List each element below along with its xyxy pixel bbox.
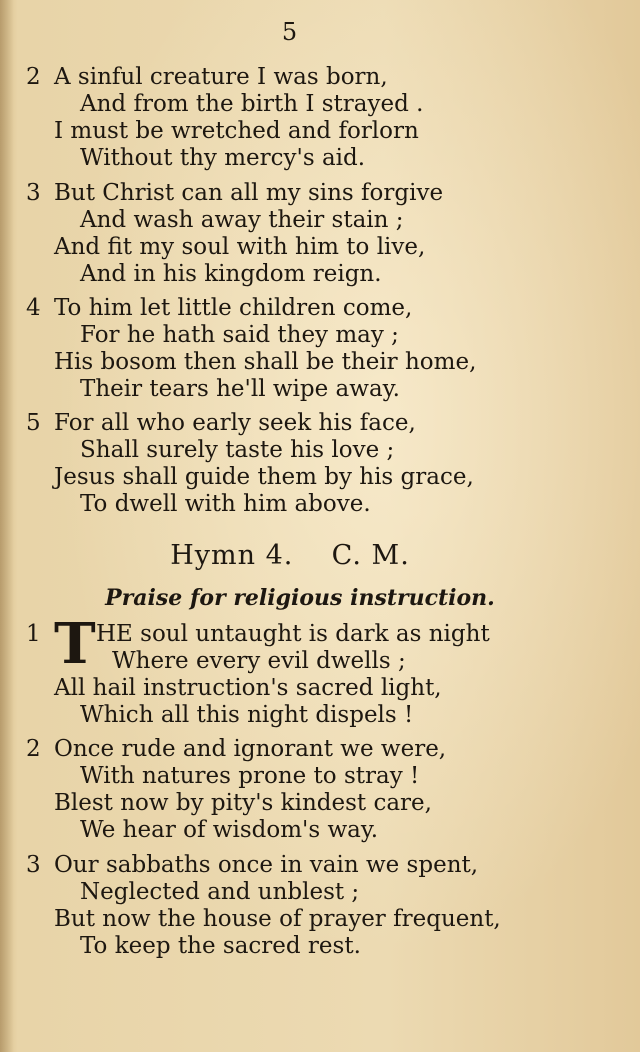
verse-line: HE soul untaught is dark as night (96, 621, 490, 647)
page-number: 5 (281, 18, 299, 46)
stanza-number: 1 (26, 621, 41, 647)
verse-line: And fit my soul with him to live, (54, 234, 426, 260)
verse-line: To him let little children come, (54, 295, 413, 321)
hymn-title: Hymn 4. C. M. (170, 540, 410, 571)
verse-line: Their tears he'll wipe away. (80, 376, 400, 402)
verse-line: To keep the sacred rest. (80, 933, 361, 959)
verse-line: Jesus shall guide them by his grace, (54, 464, 474, 490)
verse-line: All hail instruction's sacred light, (54, 675, 442, 701)
verse-line: Once rude and ignorant we were, (54, 736, 447, 762)
verse-line: Where every evil dwells ; (112, 648, 406, 674)
verse-line: I must be wretched and forlorn (54, 118, 419, 144)
stanza-number: 2 (26, 64, 41, 90)
verse-line: Blest now by pity's kindest care, (54, 790, 432, 816)
verse-line: And wash away their stain ; (80, 207, 404, 233)
stanza-number: 3 (26, 180, 41, 206)
drop-cap: T (54, 611, 96, 677)
stanza-number: 4 (26, 295, 41, 321)
verse-line: But Christ can all my sins forgive (54, 180, 444, 206)
verse-line: And from the birth I strayed . (80, 91, 424, 117)
verse-line: We hear of wisdom's way. (80, 817, 379, 843)
verse-line: Shall surely taste his love ; (80, 437, 395, 463)
verse-line: A sinful creature I was born, (54, 64, 388, 90)
verse-line: Which all this night dispels ! (80, 702, 414, 728)
verse-line: With natures prone to stray ! (80, 763, 420, 789)
verse-line: For all who early seek his face, (54, 410, 416, 436)
binding-shadow (0, 0, 14, 1052)
verse-line: His bosom then shall be their home, (54, 349, 477, 375)
verse-line: Without thy mercy's aid. (80, 145, 366, 171)
verse-line: Our sabbaths once in vain we spent, (54, 852, 479, 878)
verse-line: Neglected and unblest ; (80, 879, 360, 905)
stanza-number: 5 (26, 410, 41, 436)
verse-line: To dwell with him above. (80, 491, 371, 517)
verse-line: And in his kingdom reign. (80, 261, 382, 287)
stanza-number: 3 (26, 852, 41, 878)
hymn-subtitle: Praise for religious instruction. (105, 585, 495, 611)
verse-line: For he hath said they may ; (80, 322, 399, 348)
stanza-number: 2 (26, 736, 41, 762)
verse-line: But now the house of prayer frequent, (54, 906, 501, 932)
